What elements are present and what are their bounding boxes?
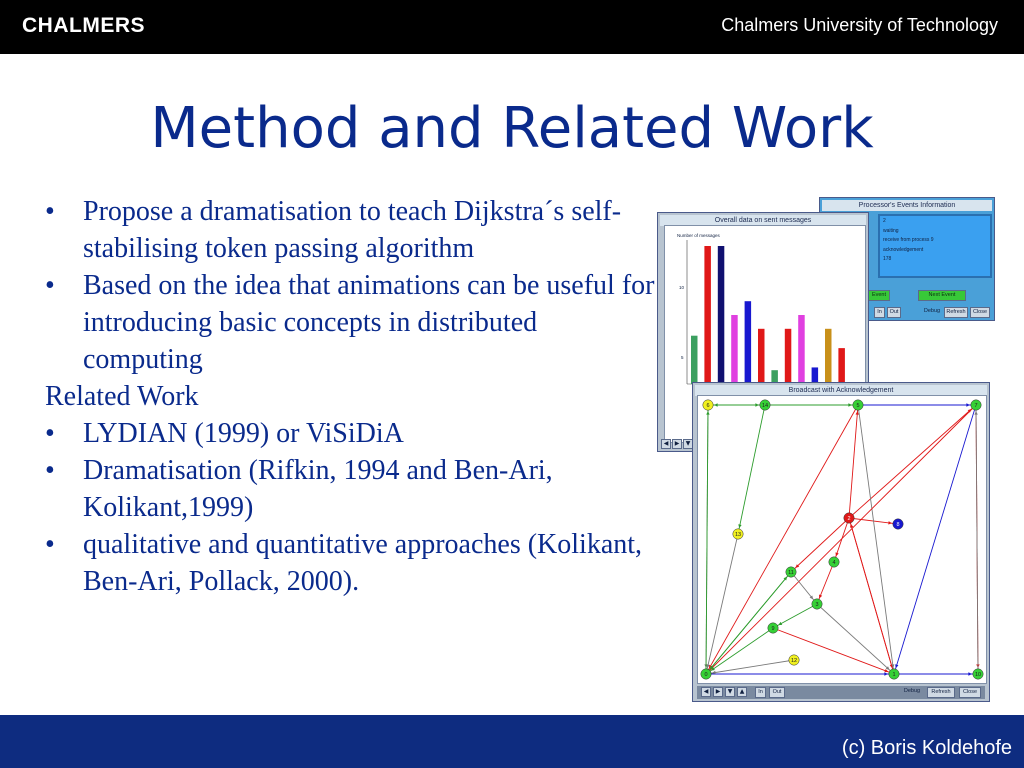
header-bar (0, 0, 1024, 54)
events-line: 2 (883, 218, 886, 224)
chart-bar (838, 348, 845, 384)
graph-edge (849, 405, 976, 518)
brand-logo: CHALMERS (22, 14, 145, 37)
chart-ytick: 10 (679, 285, 685, 290)
chart-bar (704, 246, 711, 384)
refresh-button: Refresh (927, 687, 955, 698)
bullet-text: qualitative and quantitative approaches (Kolikant, Ben-Ari, Pollack, 2000). (83, 529, 643, 597)
down-arrow-icon: ▼ (683, 439, 693, 449)
graph-edge (706, 405, 858, 674)
events-line: acknowledgement (883, 246, 924, 253)
chart-bar (745, 301, 752, 384)
graph-edge (849, 518, 894, 674)
graph-arrowhead (968, 672, 972, 675)
graph-arrowhead (966, 403, 970, 406)
chart-bar (785, 329, 792, 384)
graph-toolbar (697, 686, 985, 699)
graph-edge (738, 405, 765, 534)
graph-node-label: 10 (974, 672, 982, 678)
event-button: Event (868, 290, 890, 301)
graph-node-label: 0 (704, 672, 708, 678)
graph-node-label: 13 (734, 532, 742, 538)
network-graph (697, 395, 987, 684)
graph-edge (817, 604, 894, 674)
graph-edge (706, 405, 976, 674)
graph-node-label: 7 (974, 403, 978, 409)
graph-node-label: 1 (892, 672, 896, 678)
bullet-dot: • (45, 270, 55, 301)
graph-node-label: 14 (761, 403, 769, 409)
graph-window-title: Broadcast with Acknowledgement (695, 385, 987, 396)
events-list (878, 214, 992, 278)
graph-node-label: 3 (815, 602, 819, 608)
graph-edge (706, 534, 738, 674)
bullet-dot: • (45, 455, 55, 486)
chart-bar (691, 336, 698, 384)
graph-edge (849, 405, 858, 518)
university-name: Chalmers University of Technology (721, 15, 998, 35)
out-button: Out (769, 687, 785, 698)
up-arrow-icon: ▲ (737, 687, 747, 697)
graph-edge (976, 405, 978, 674)
refresh-button: Refresh (944, 307, 968, 318)
graph-arrowhead (835, 552, 838, 556)
graph-edge (706, 628, 773, 674)
graph-node-label: 12 (790, 658, 798, 664)
bullet-dot: • (45, 529, 55, 560)
graph-node-label: 8 (896, 522, 900, 528)
graph-node-label: 9 (771, 626, 775, 632)
bullet-item (45, 452, 655, 526)
slide-title: Method and Related Work (150, 96, 874, 161)
out-button: Out (887, 307, 901, 318)
graph-node-label: 5 (856, 403, 860, 409)
graph-arrowhead (714, 403, 718, 406)
bullet-text: Based on the idea that animations can be useful for introducing basic concepts in distributed computing (83, 270, 655, 375)
graph-node-label: 6 (706, 403, 710, 409)
graph-edge (791, 518, 849, 572)
chart-bar (798, 315, 805, 384)
graph-node-label: 4 (832, 560, 836, 566)
in-button: In (755, 687, 766, 698)
graph-edge (706, 572, 791, 674)
bullet-dot: • (45, 418, 55, 449)
bullet-item (45, 415, 655, 452)
close-button: Close (959, 687, 981, 698)
next-event-button: Next Event (918, 290, 966, 301)
network-graph-svg (698, 396, 988, 685)
chart-window-title: Overall data on sent messages (660, 215, 866, 226)
events-window-title: Processor's Events Information (822, 200, 992, 211)
section-label: Related Work (45, 381, 199, 412)
graph-arrowhead (884, 672, 888, 675)
graph-node-label: 11 (788, 570, 794, 576)
graph-arrowhead (706, 411, 709, 415)
chart-bar (718, 246, 725, 384)
events-line: 178 (883, 256, 892, 262)
graph-edge (773, 628, 894, 674)
debug-label: Debug (903, 688, 921, 694)
bullet-text: Propose a dramatisation to teach Dijkstra´s self-stabilising token passing algorithm (83, 196, 622, 264)
right-arrow-icon: ▶ (672, 439, 682, 449)
graph-edge (706, 660, 794, 674)
graph-edge (706, 405, 708, 674)
debug-label: Debug (923, 308, 941, 314)
events-line: receive from process 9 (883, 237, 934, 243)
left-arrow-icon: ◀ (701, 687, 711, 697)
bullet-item (45, 193, 655, 267)
chart-ytick: 5 (681, 355, 684, 360)
left-arrow-icon: ◀ (661, 439, 671, 449)
graph-edge (858, 405, 894, 674)
slide-content (45, 193, 655, 600)
graph-window-screenshot (692, 382, 990, 702)
bullet-dot: • (45, 196, 55, 227)
in-button: In (874, 307, 885, 318)
bullet-text: Dramatisation (Rifkin, 1994 and Ben-Ari, Kolikant,1999) (83, 455, 553, 523)
chart-bar (825, 329, 832, 384)
footer-bar (0, 715, 1024, 768)
bullet-item (45, 267, 655, 378)
bullet-item (45, 526, 655, 600)
graph-arrowhead (848, 403, 852, 406)
chart-bar (758, 329, 765, 384)
chart-bar (731, 315, 738, 384)
right-arrow-icon: ▶ (713, 687, 723, 697)
copyright-text: (c) Boris Koldehofe (841, 737, 1012, 759)
graph-arrowhead (974, 411, 977, 415)
down-arrow-icon: ▼ (725, 687, 735, 697)
graph-arrowhead (738, 524, 741, 528)
bullet-text: LYDIAN (1999) or ViSiDiA (83, 418, 404, 449)
chart-ylabel: Number of messages (677, 233, 720, 238)
events-line: waiting (883, 227, 899, 234)
close-button: Close (970, 307, 990, 318)
graph-node-label: 2 (847, 516, 851, 522)
